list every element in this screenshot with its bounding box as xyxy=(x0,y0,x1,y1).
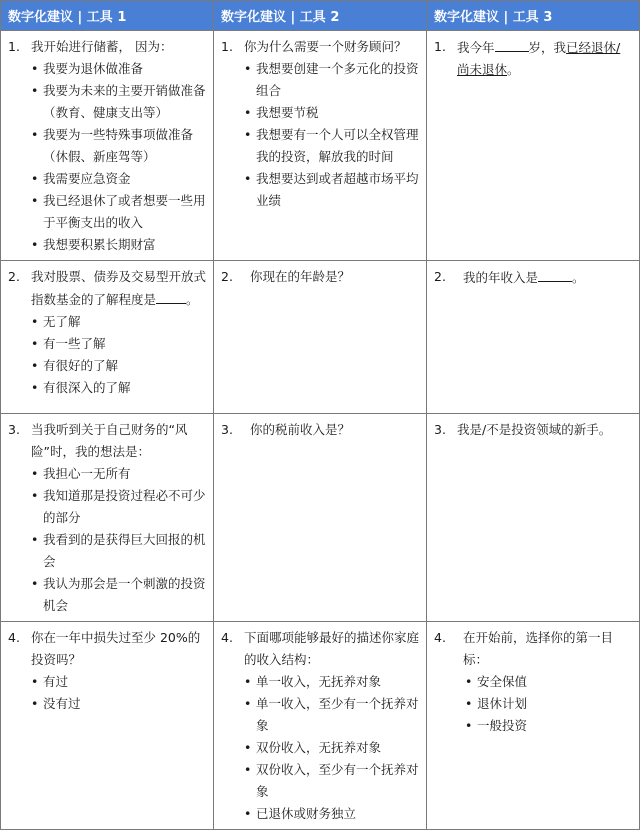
question-number: 1. xyxy=(8,39,20,54)
bullet-icon: • xyxy=(465,674,473,689)
question-number: 3. xyxy=(221,422,233,437)
question-row-1 xyxy=(1,31,640,261)
question-number: 4. xyxy=(221,630,233,645)
option-item xyxy=(465,715,632,737)
option-list xyxy=(31,671,206,715)
option-item xyxy=(31,573,206,617)
bullet-icon: • xyxy=(31,83,39,98)
income-blank xyxy=(538,266,572,282)
option-label: 单一收入，无抚养对象 xyxy=(256,674,382,689)
bullet-icon: • xyxy=(31,532,39,547)
option-label: 我想要达到或者超越市场平均业绩 xyxy=(256,171,419,208)
option-label: 已退休或财务独立 xyxy=(256,806,357,821)
option-label: 有很好的了解 xyxy=(43,358,119,373)
header-tool-2: 数字化建议 | 工具 2 xyxy=(214,1,427,31)
not-retired-option: 尚未退休 xyxy=(457,62,508,77)
bullet-icon: • xyxy=(244,61,252,76)
option-label: 没有过 xyxy=(43,696,81,711)
option-item xyxy=(31,377,206,399)
cell-tool1-q3 xyxy=(1,414,214,622)
option-label: 我知道那是投资过程必不可少的部分 xyxy=(43,488,206,525)
question-number: 4. xyxy=(8,630,20,645)
question-row-3 xyxy=(1,414,640,622)
option-label: 双份收入，至少有一个抚养对象 xyxy=(256,762,419,799)
option-item xyxy=(31,463,206,485)
bullet-icon: • xyxy=(31,576,39,591)
option-list xyxy=(244,58,419,212)
option-list xyxy=(31,58,206,256)
option-item xyxy=(31,485,206,529)
question-text: 我是/不是投资领域的新手。 xyxy=(457,422,612,437)
bullet-icon: • xyxy=(244,696,252,711)
option-label: 我想要节税 xyxy=(256,105,319,120)
option-item xyxy=(244,803,419,825)
question-text: 你的税前收入是？ xyxy=(250,422,351,437)
retired-option: 已经退休/ xyxy=(566,40,621,55)
question-number: 2. xyxy=(8,269,20,284)
option-item xyxy=(31,529,206,573)
question-text-end: 。 xyxy=(507,62,520,77)
bullet-icon: • xyxy=(31,61,39,76)
bullet-icon: • xyxy=(31,358,39,373)
bullet-icon: • xyxy=(31,380,39,395)
option-label: 我担心一无所有 xyxy=(43,466,131,481)
option-label: 我认为那会是一个刺激的投资机会 xyxy=(43,576,206,613)
question-text xyxy=(457,36,632,81)
question-number: 2. xyxy=(434,269,446,284)
question-text: 下面哪项能够最好的描述你家庭的收入结构： xyxy=(244,630,420,667)
option-item xyxy=(31,355,206,377)
bullet-icon: • xyxy=(244,740,252,755)
option-item xyxy=(31,168,206,190)
option-label: 我要为一些特殊事项做准备（休假、新座驾等） xyxy=(43,127,194,164)
bullet-icon: • xyxy=(31,674,39,689)
question-text-start: 我今年 xyxy=(457,40,495,55)
cell-tool1-q1 xyxy=(1,31,214,261)
question-number: 3. xyxy=(434,422,446,437)
question-text xyxy=(31,266,206,311)
bullet-icon: • xyxy=(244,127,252,142)
header-tool-3: 数字化建议 | 工具 3 xyxy=(427,1,640,31)
option-item xyxy=(244,58,419,102)
option-item xyxy=(31,124,206,168)
option-label: 我想要有一个人可以全权管理我的投资，解放我的时间 xyxy=(256,127,419,164)
cell-tool3-q4 xyxy=(427,622,640,830)
option-item xyxy=(244,759,419,803)
option-item xyxy=(244,671,419,693)
question-text: 我开始进行储蓄， 因为： xyxy=(31,39,173,54)
bullet-icon: • xyxy=(465,696,473,711)
cell-tool1-q2 xyxy=(1,261,214,414)
option-label: 安全保值 xyxy=(477,674,528,689)
option-item xyxy=(244,168,419,212)
option-item xyxy=(31,333,206,355)
option-label: 我想要积累长期财富 xyxy=(43,237,156,252)
option-list xyxy=(457,671,632,737)
option-label: 双份收入，无抚养对象 xyxy=(256,740,382,755)
option-label: 我看到的是获得巨大回报的机会 xyxy=(43,532,206,569)
option-item xyxy=(465,693,632,715)
option-item xyxy=(31,190,206,234)
bullet-icon: • xyxy=(31,336,39,351)
question-text: 你在一年中损失过至少 20%的投资吗？ xyxy=(31,630,201,667)
option-label: 退休计划 xyxy=(477,696,528,711)
bullet-icon: • xyxy=(465,718,473,733)
option-item xyxy=(244,693,419,737)
option-label: 我需要应急资金 xyxy=(43,171,131,186)
option-item xyxy=(465,671,632,693)
question-text-end: 。 xyxy=(572,270,585,285)
option-item xyxy=(244,737,419,759)
question-text: 你现在的年龄是？ xyxy=(250,269,351,284)
question-text: 你为什么需要一个财务顾问？ xyxy=(244,39,407,54)
option-label: 我要为退休做准备 xyxy=(43,61,144,76)
option-label: 有一些了解 xyxy=(43,336,106,351)
option-item xyxy=(31,671,206,693)
cell-tool3-q1 xyxy=(427,31,640,261)
question-row-4 xyxy=(1,622,640,830)
question-text xyxy=(457,266,632,289)
question-text-middle: 岁，我 xyxy=(528,40,567,55)
bullet-icon: • xyxy=(31,193,39,208)
bullet-icon: • xyxy=(31,488,39,503)
question-text: 当我听到关于自己财务的“风险”时，我的想法是： xyxy=(31,422,188,459)
cell-tool2-q1 xyxy=(214,31,427,261)
question-number: 2. xyxy=(221,269,233,284)
option-label: 我已经退休了或者想要一些用于平衡支出的收入 xyxy=(43,193,206,230)
option-item xyxy=(31,311,206,333)
question-text-end: 。 xyxy=(186,292,199,307)
option-label: 单一收入，至少有一个抚养对象 xyxy=(256,696,419,733)
option-item xyxy=(31,80,206,124)
bullet-icon: • xyxy=(31,466,39,481)
header-tool-1: 数字化建议 | 工具 1 xyxy=(1,1,214,31)
question-number: 1. xyxy=(221,39,233,54)
option-label: 我要为未来的主要开销做准备（教育、健康支出等） xyxy=(43,83,206,120)
cell-tool1-q4 xyxy=(1,622,214,830)
option-label: 无了解 xyxy=(43,314,81,329)
bullet-icon: • xyxy=(244,762,252,777)
question-row-2 xyxy=(1,261,640,414)
option-label: 我想要创建一个多元化的投资组合 xyxy=(256,61,419,98)
question-number: 3. xyxy=(8,422,20,437)
option-label: 有过 xyxy=(43,674,69,689)
bullet-icon: • xyxy=(244,674,252,689)
cell-tool2-q2 xyxy=(214,261,427,414)
question-text: 在开始前，选择你的第一目标： xyxy=(463,630,614,667)
option-item xyxy=(31,234,206,256)
option-list xyxy=(31,463,206,617)
option-item xyxy=(31,693,206,715)
bullet-icon: • xyxy=(244,105,252,120)
bullet-icon: • xyxy=(31,171,39,186)
cell-tool2-q4 xyxy=(214,622,427,830)
bullet-icon: • xyxy=(31,127,39,142)
knowledge-blank xyxy=(156,288,186,304)
bullet-icon: • xyxy=(31,314,39,329)
option-item xyxy=(244,102,419,124)
option-label: 一般投资 xyxy=(477,718,528,733)
bullet-icon: • xyxy=(244,806,252,821)
option-item xyxy=(244,124,419,168)
age-blank xyxy=(495,36,529,52)
cell-tool2-q3 xyxy=(214,414,427,622)
option-list xyxy=(31,311,206,399)
question-number: 1. xyxy=(434,39,446,54)
bullet-icon: • xyxy=(31,237,39,252)
cell-tool3-q2 xyxy=(427,261,640,414)
question-text-start: 我对股票、债券及交易型开放式指数基金的了解程度是 xyxy=(31,269,207,307)
header-row xyxy=(1,1,640,31)
question-text-start: 我的年收入是 xyxy=(463,270,539,285)
option-item xyxy=(31,58,206,80)
bullet-icon: • xyxy=(31,696,39,711)
bullet-icon: • xyxy=(244,171,252,186)
option-label: 有很深入的了解 xyxy=(43,380,131,395)
question-number: 4. xyxy=(434,630,446,645)
cell-tool3-q3 xyxy=(427,414,640,622)
